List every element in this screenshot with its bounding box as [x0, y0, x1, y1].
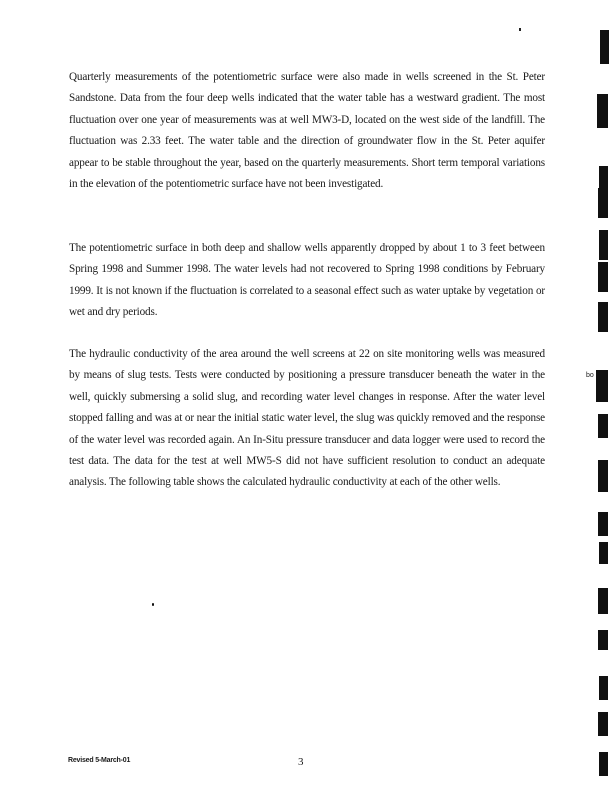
margin-note: bo: [586, 372, 594, 379]
paragraph-hydraulic-conductivity: The hydraulic conductivity of the area around the well screens at 22 on site monitoring wells was measured by means of slug tests. Tests were conducted by positioning a pressure transducer beneath the water in the well, quickly submersing a solid slug, and recording water level changes in response. After the water level stopped falling and was at or near the initial static water level, the slug was quickly removed and the response of the water level was recorded again. An In-Situ pressure transducer and data logger were used to record the test data. The data for the test at well MW5-S did not have sufficient resolution to conduct an adequate analysis. The following table shows the calculated hydraulic conductivity at each of the other wells.: [69, 348, 545, 489]
page-number: 3: [298, 756, 304, 768]
paragraph-potentiometric-drop: The potentiometric surface in both deep and shallow wells apparently dropped by about 1 to 3 feet between Spring 1998 and Summer 1998. The water levels had not recovered to Spring 1998 conditions by February 1999. It is not known if the fluctuation is correlated to a seasonal effect such as water uptake by vegetation or wet and dry periods.: [69, 242, 545, 319]
revision-footer: Revised 5-March-01: [68, 757, 131, 764]
scan-speck: [519, 28, 521, 31]
paragraph-st-peter-measurements: Quarterly measurements of the potentiometric surface were also made in wells screened in the St. Peter Sandstone. Data from the four deep wells indicated that the water table has a westward gradient. The most fluctuation over one year of measurements was at well MW3-D, located on the west side of the landfill. The fluctuation was 2.33 feet. The water table and the direction of groundwater flow in the St. Peter aquifer appear to be stable throughout the year, based on the quarterly measurements. Short term temporal variations in the elevation of the potentiometric surface have not been investigated.: [69, 71, 545, 191]
scan-speck: [152, 603, 154, 606]
